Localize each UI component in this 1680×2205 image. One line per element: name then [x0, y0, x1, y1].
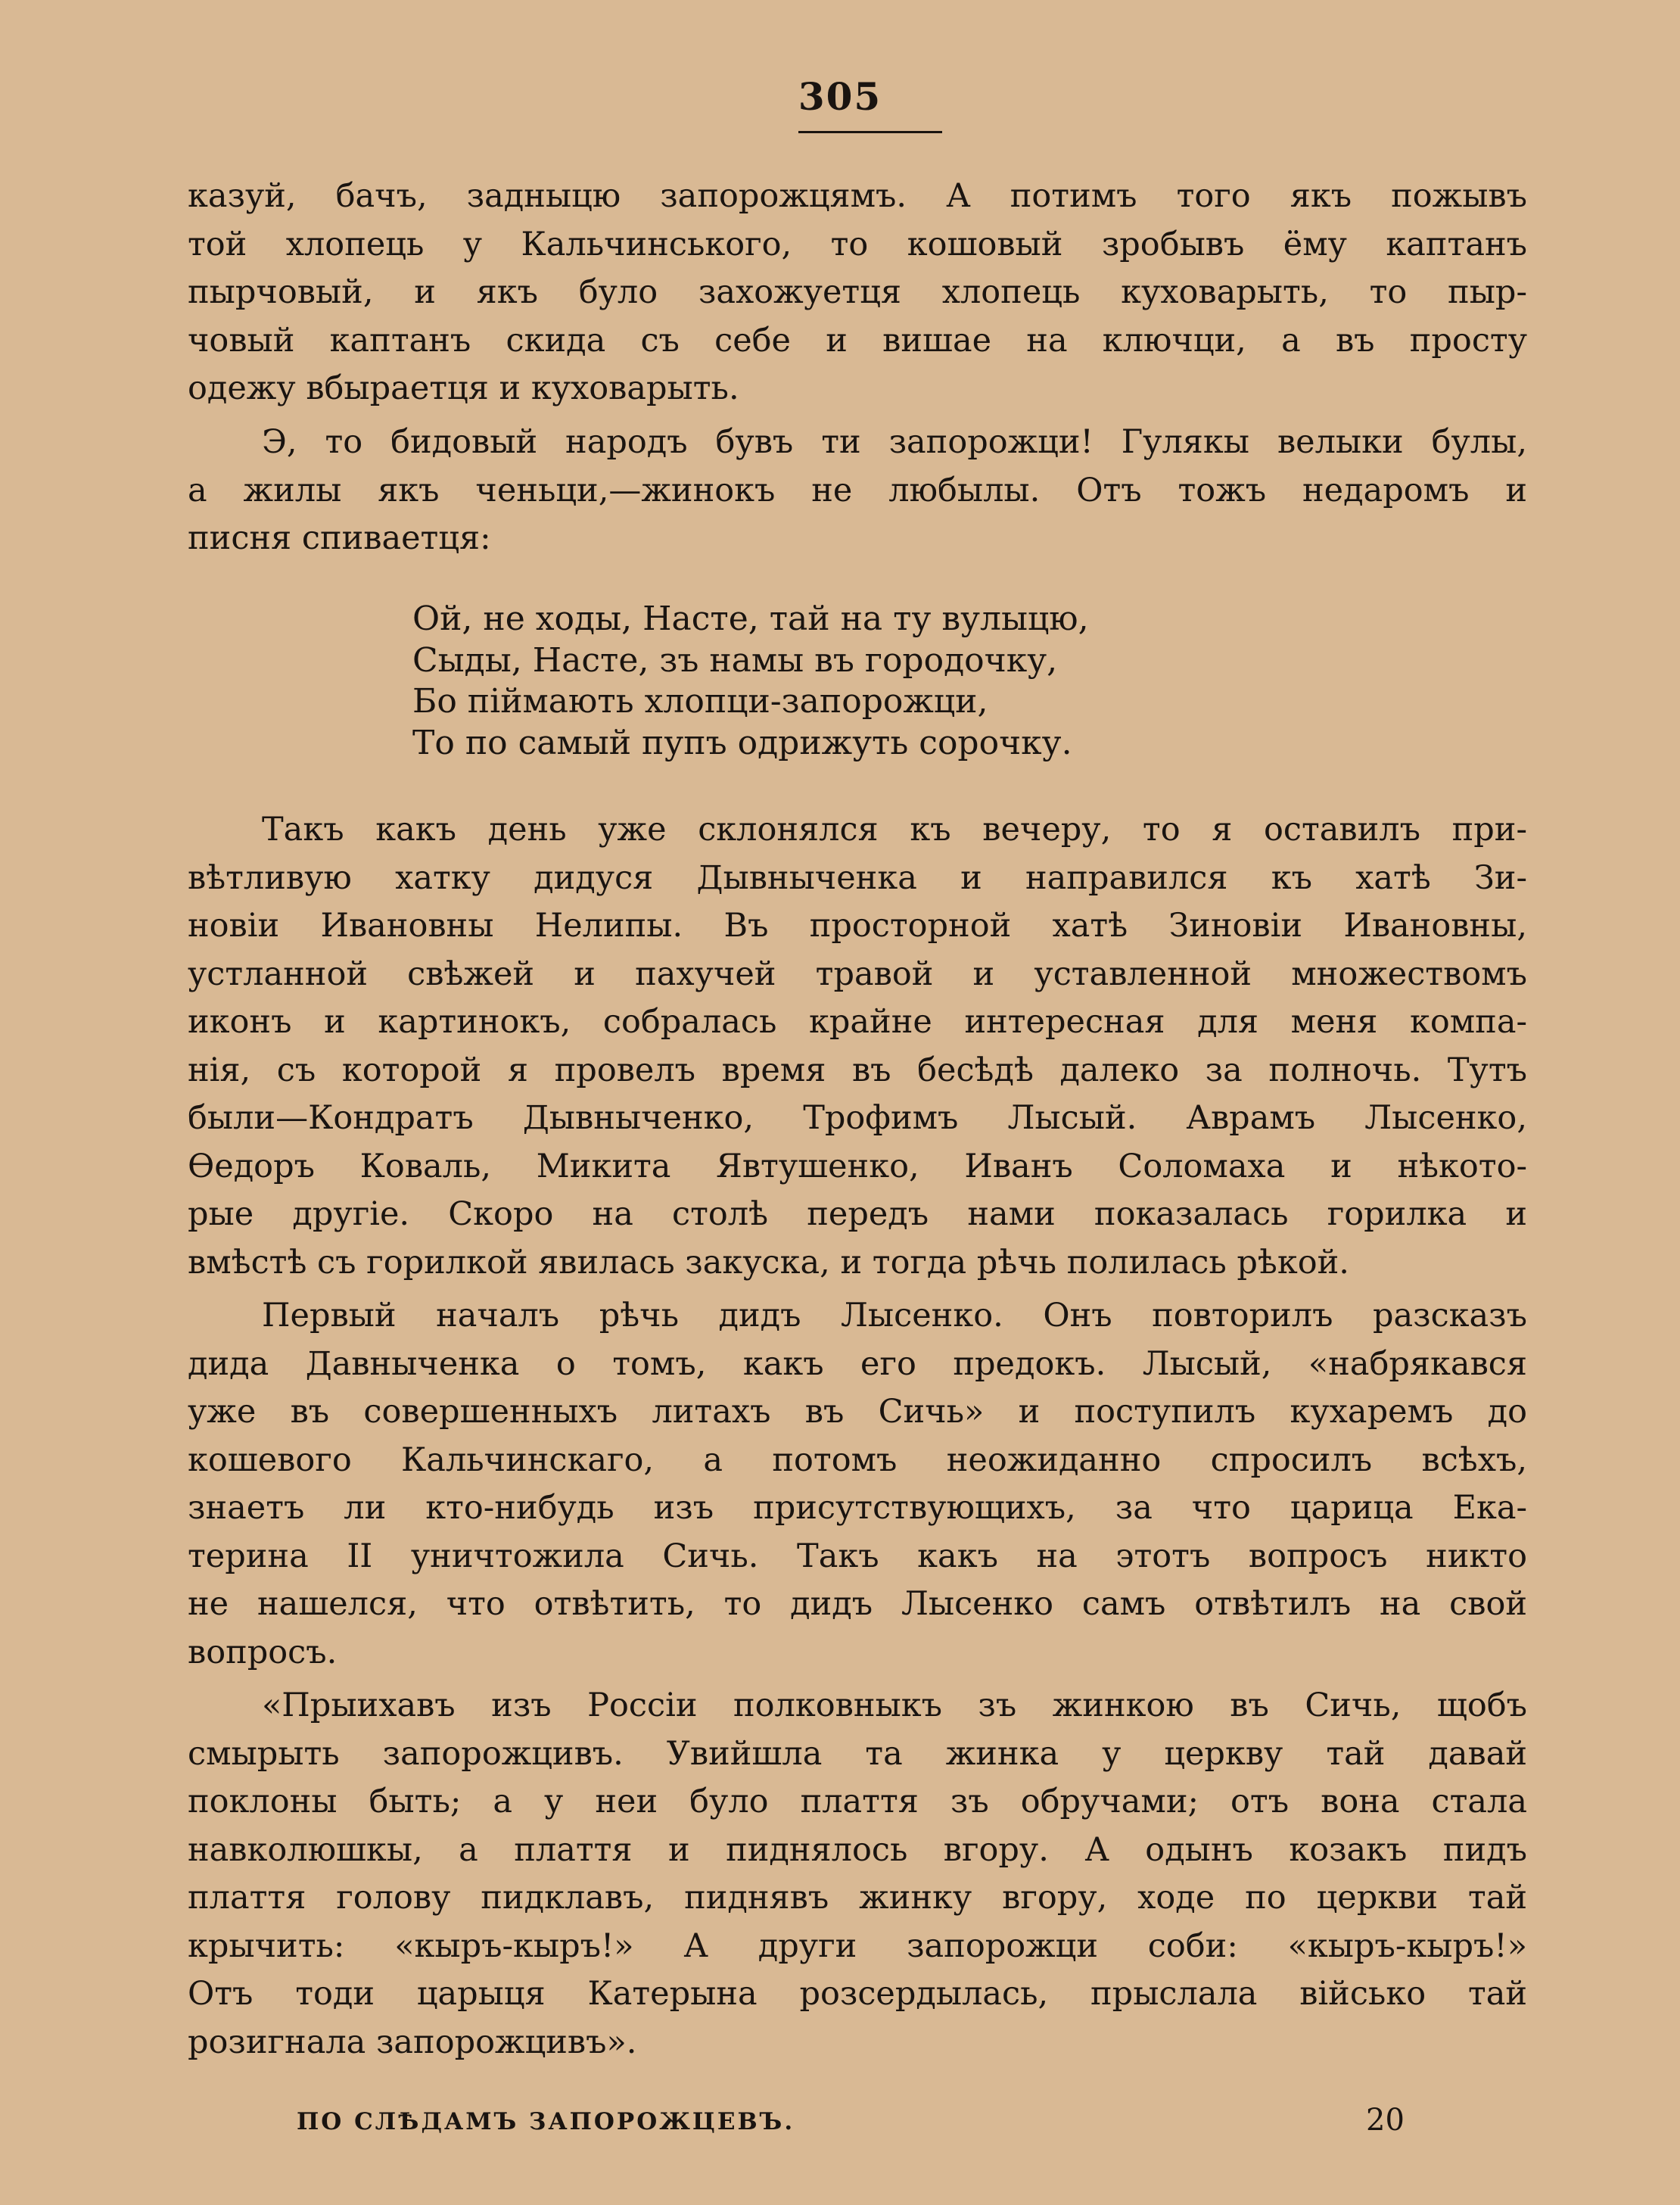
footer-signature-number: 20: [1366, 2103, 1405, 2138]
text-line: устланной свѣжей и пахучей травой и уставленной множествомъ: [188, 955, 1527, 993]
text-line: плаття голову пидклавъ, пиднявъ жинку вгору, ходе по церкви тай: [188, 1879, 1527, 1917]
text-line: писня спиваетця:: [188, 519, 491, 557]
text-line: смырыть запорожцивъ. Увийшла та жинка у церкву тай давай: [188, 1734, 1527, 1773]
verse-line: Бо піймають хлопци-запорожци,: [412, 682, 988, 721]
text-line: не нашелся, что отвѣтить, то дидъ Лысенко самъ отвѣтилъ на свой: [188, 1585, 1527, 1623]
text-line: а жилы якъ ченьци,—жинокъ не любылы. Отъ тожъ недаромъ и: [188, 471, 1527, 509]
text-line: были—Кондратъ Дывныченко, Трофимъ Лысый. Аврамъ Лысенко,: [188, 1099, 1527, 1137]
paragraph-3: [188, 806, 1527, 1287]
paragraph-4: [188, 1292, 1527, 1677]
text-line: казуй, бачъ, задныцю запорожцямъ. А потимъ того якъ пожывъ: [188, 177, 1527, 215]
paragraph-5: [188, 1682, 1527, 2066]
verse-line: Ой, не ходы, Насте, тай на ту вулыцю,: [412, 600, 1089, 638]
text-line: навколюшкы, а плаття и пиднялось вгору. А одынъ козакъ пидъ: [188, 1830, 1527, 1869]
text-line: уже въ совершенныхъ литахъ въ Сичь» и поступилъ кухаремъ до: [188, 1393, 1527, 1431]
text-line: вмѣстѣ съ горилкой явилась закуска, и тогда рѣчь полилась рѣкой.: [188, 1243, 1349, 1282]
text-line: терина II уничтожила Сичь. Такъ какъ на этотъ вопросъ никто: [188, 1537, 1527, 1575]
header-rule: [798, 131, 942, 133]
verse-line: Сыды, Насте, зъ намы въ городочку,: [412, 640, 1058, 680]
text-line: той хлопець у Кальчинського, то кошовый зробывъ ёму каптанъ: [188, 225, 1527, 263]
text-line: знаетъ ли кто-нибудь изъ присутствующихъ, за что царица Ека-: [188, 1489, 1527, 1527]
text-line: вѣтливую хатку дидуся Дывныченка и направился къ хатѣ Зи-: [188, 858, 1527, 897]
text-line: пырчовый, и якъ було захожуетця хлопець куховарыть, то пыр-: [188, 273, 1527, 311]
text-line: Первый началъ рѣчь дидъ Лысенко. Онъ повторилъ разсказъ: [262, 1297, 1527, 1335]
text-line: «Прыихавъ изъ Россіи полковныкъ зъ жинкою въ Сичь, щобъ: [262, 1686, 1527, 1724]
text-line: одежу вбыраетця и куховарыть.: [188, 369, 739, 407]
text-line: розигнала запорожцивъ».: [188, 2023, 637, 2061]
paragraph-2: [188, 419, 1527, 563]
text-line: новіи Ивановны Нелипы. Въ просторной хатѣ Зиновіи Ивановны,: [188, 907, 1527, 945]
text-line: рые другіе. Скоро на столѣ передъ нами показалась горилка и: [188, 1195, 1527, 1233]
footer-signature-title: ПО СЛѢДАМЪ ЗАПОРОЖЦЕВЪ.: [297, 2108, 795, 2135]
text-line: кошевого Кальчинскаго, а потомъ неожиданно спросилъ всѣхъ,: [188, 1440, 1527, 1479]
text-line: нія, съ которой я провелъ время въ бесѣдѣ далеко за полночь. Тутъ: [188, 1051, 1527, 1089]
text-line: иконъ и картинокъ, собралась крайне интересная для меня компа-: [188, 1003, 1527, 1041]
verse-block: [412, 599, 1089, 764]
text-line: дида Давныченка о томъ, какъ его предокъ. Лысый, «набрякався: [188, 1344, 1527, 1383]
text-line: поклоны быть; а у неи було плаття зъ обручами; отъ вона стала: [188, 1783, 1527, 1820]
text-line: Ѳедоръ Коваль, Микита Явтушенко, Иванъ Соломаха и нѣкото-: [188, 1147, 1527, 1185]
text-line: човый каптанъ скида съ себе и вишае на ключци, а въ просту: [188, 321, 1527, 360]
text-line: Такъ какъ день уже склонялся къ вечеру, то я оставилъ при-: [262, 811, 1527, 849]
page-number: 305: [798, 74, 882, 119]
text-line: Э, то бидовый народъ бувъ ти запорожци! Гулякы велыки булы,: [262, 423, 1527, 461]
text-line: Отъ тоди царыця Катерына розсердылась, прыслала військо тай: [188, 1975, 1527, 2013]
paragraph-1: [188, 173, 1527, 413]
text-line: вопросъ.: [188, 1633, 338, 1671]
text-line: крычить: «кыръ-кыръ!» А други запорожци соби: «кыръ-кыръ!»: [188, 1926, 1527, 1965]
verse-line: То по самый пупъ одрижуть сорочку.: [412, 723, 1072, 762]
